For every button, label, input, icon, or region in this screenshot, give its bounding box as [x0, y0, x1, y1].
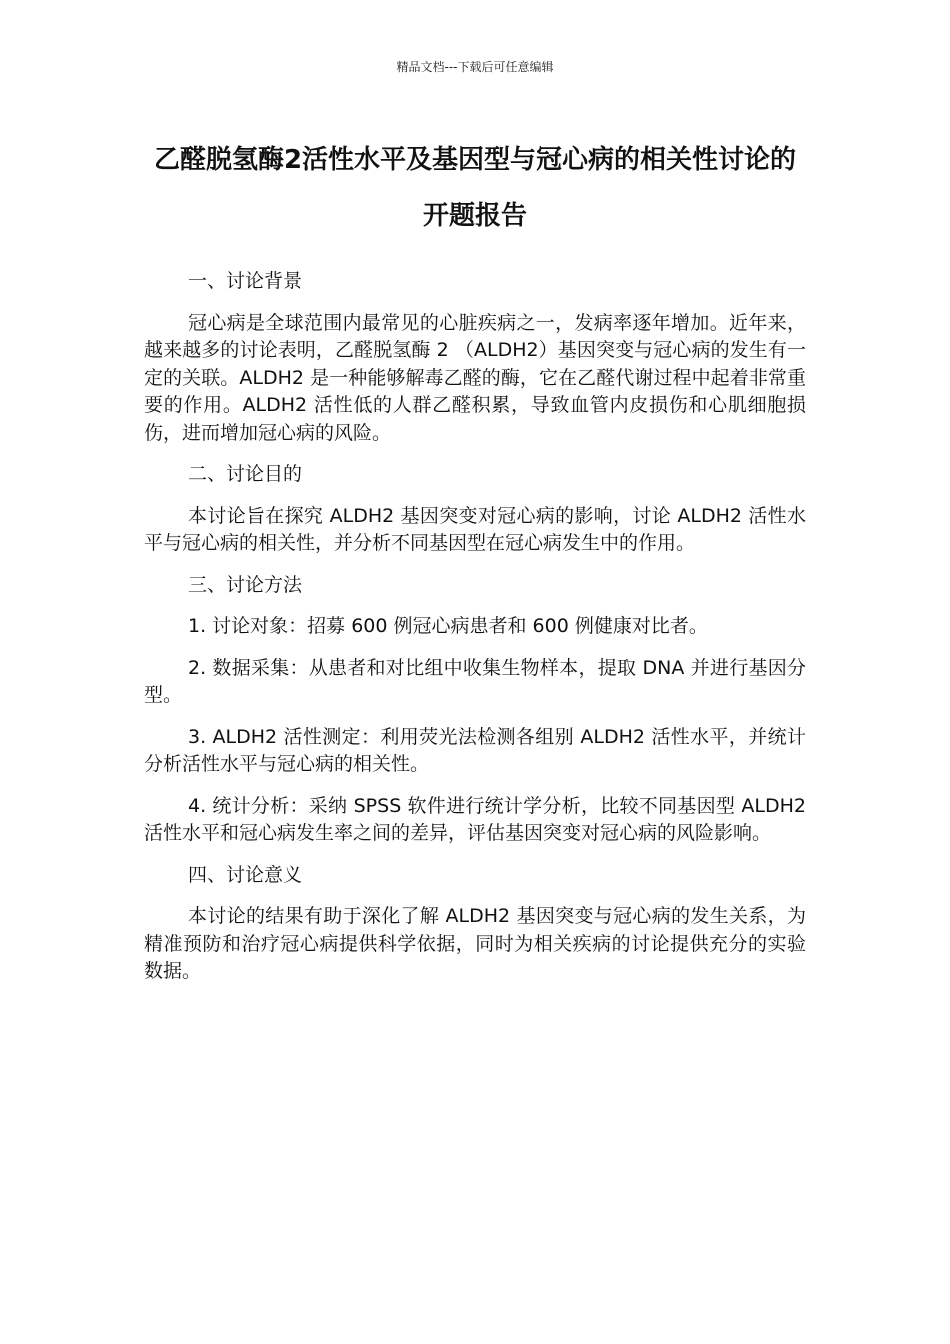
document-title: 乙醛脱氢酶2活性水平及基因型与冠心病的相关性讨论的开题报告: [153, 145, 797, 231]
paragraph-method-subjects: 1. 讨论对象：招募 600 例冠心病患者和 600 例健康对比者。: [188, 615, 708, 637]
paragraph-method-statistics: 4. 统计分析：采纳 SPSS 软件进行统计学分析，比较不同基因型 ALDH2 活性水平和冠心病发生率之间的差异，评估基因突变对冠心病的风险影响。: [144, 794, 806, 844]
paragraph-significance: 本讨论的结果有助于深化了解 ALDH2 基因突变与冠心病的发生关系，为精准预防和治疗冠心病提供科学依据，同时为相关疾病的讨论提供充分的实验数据。: [144, 905, 806, 982]
section-heading-objective: 二、讨论目的: [188, 463, 303, 485]
section-heading-methods: 三、讨论方法: [188, 573, 303, 596]
paragraph-method-activity-assay: 3. ALDH2 活性测定：利用荧光法检测各组别 ALDH2 活性水平，并统计分析活性水平与冠心病的相关性。: [144, 725, 806, 775]
paragraph-background: 冠心病是全球范围内最常见的心脏疾病之一，发病率逐年增加。近年来，越来越多的讨论表明，乙醛脱氢酶 2 （ALDH2）基因突变与冠心病的发生有一定的关联。ALDH2 是一种能够解毒乙醛的酶，它在乙醛代谢过程中起着非常重要的作用。ALDH2 活性低的人群乙醛积累，导致血管内皮损伤和心肌细胞损伤，进而增加冠心病的风险。: [144, 311, 806, 444]
section-heading-significance: 四、讨论意义: [188, 863, 303, 886]
paragraph-objective: 本讨论旨在探究 ALDH2 基因突变对冠心病的影响，讨论 ALDH2 活性水平与冠心病的相关性，并分析不同基因型在冠心病发生中的作用。: [144, 504, 806, 554]
section-heading-background: 一、讨论背景: [188, 270, 303, 292]
document-body: [144, 268, 806, 1000]
paragraph-method-data-collection: 2. 数据采集：从患者和对比组中收集生物样本，提取 DNA 并进行基因分型。: [144, 656, 806, 706]
header-note: 精品文档---下载后可任意编辑: [396, 60, 554, 74]
